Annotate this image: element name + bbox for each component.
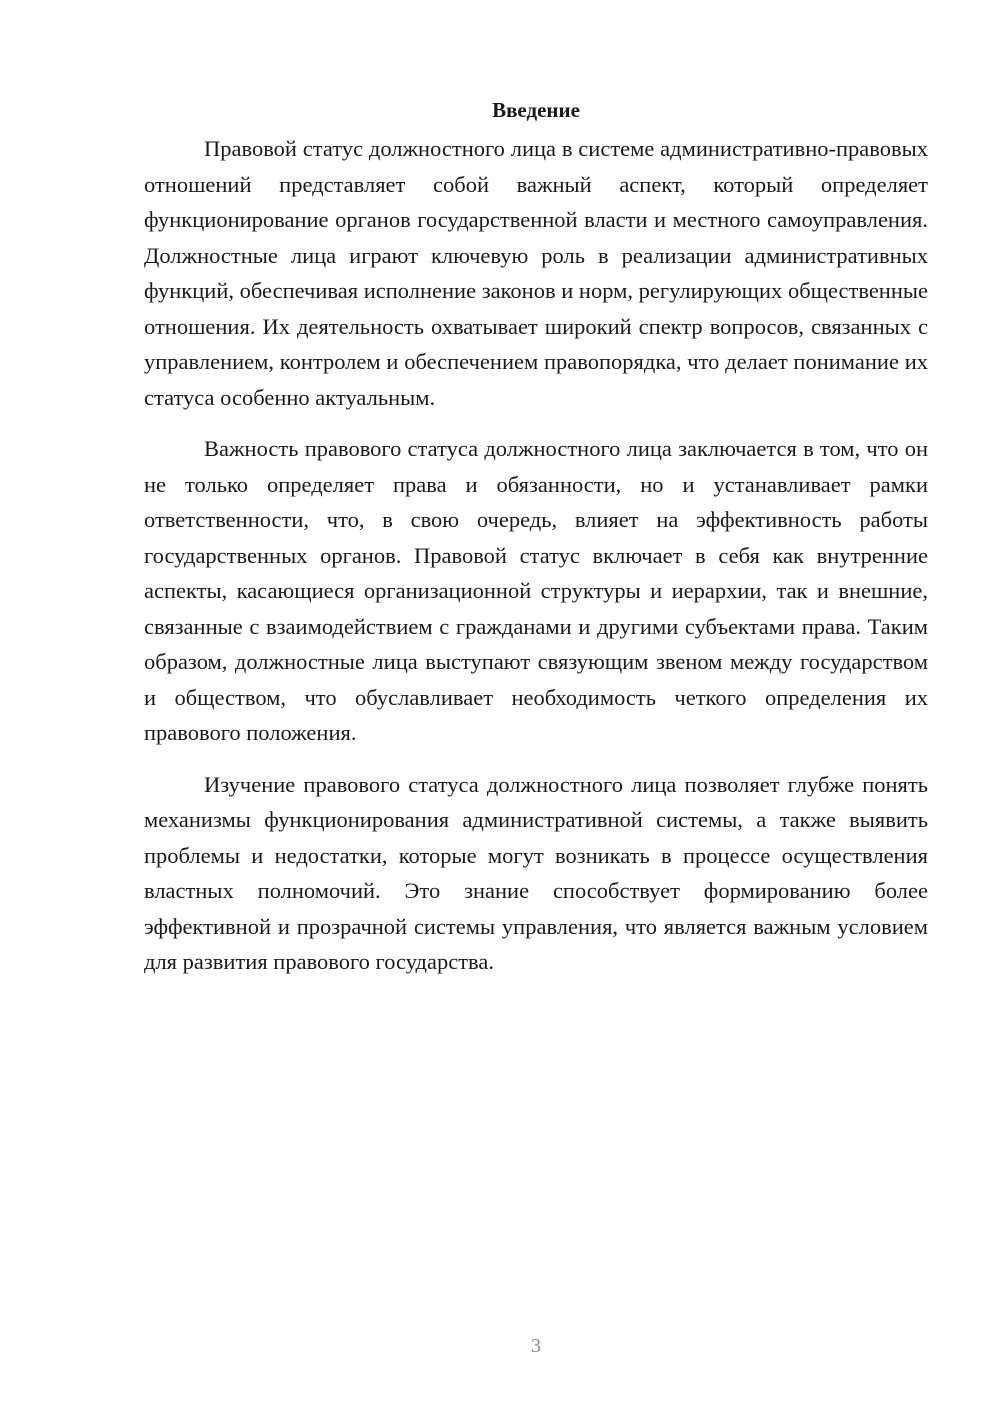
page-content	[144, 92, 928, 996]
paragraph-2: Важность правового статуса должностного лица заключается в том, что он не только определяет права и обязанности, но и устанавливает рамки ответственности, что, в свою очередь, влияет на эффективность работы государственных органов. Правовой статус включает в себя как внутренние аспекты, касающиеся организационной структуры и иерархии, так и внешние, связанные с взаимодействием с гражданами и другими субъектами права. Таким образом, должностные лица выступают связующим звеном между государством и обществом, что обуславливает необходимость четкого определения их правового положения.	[144, 436, 928, 745]
paragraph-3: Изучение правового статуса должностного лица позволяет глубже понять механизмы функционирования административной системы, а также выявить проблемы и недостатки, которые могут возникать в процессе осуществления властных полномочий. Это знание способствует формированию более эффективной и прозрачной системы управления, что является важным условием для развития правового государства.	[144, 771, 928, 974]
section-title: Введение	[492, 98, 580, 122]
page-number: 3	[531, 1335, 541, 1357]
paragraph-1: Правовой статус должностного лица в системе административно-правовых отношений представляет собой важный аспект, который определяет функционирование органов государственной власти и местного самоуправления. Должностные лица играют ключевую роль в реализации административных функций, обеспечивая исполнение законов и норм, регулирующих общественные отношения. Их деятельность охватывает широкий спектр вопросов, связанных с управлением, контролем и обеспечением правопорядка, что делает понимание их статуса особенно актуальным.	[144, 136, 928, 410]
